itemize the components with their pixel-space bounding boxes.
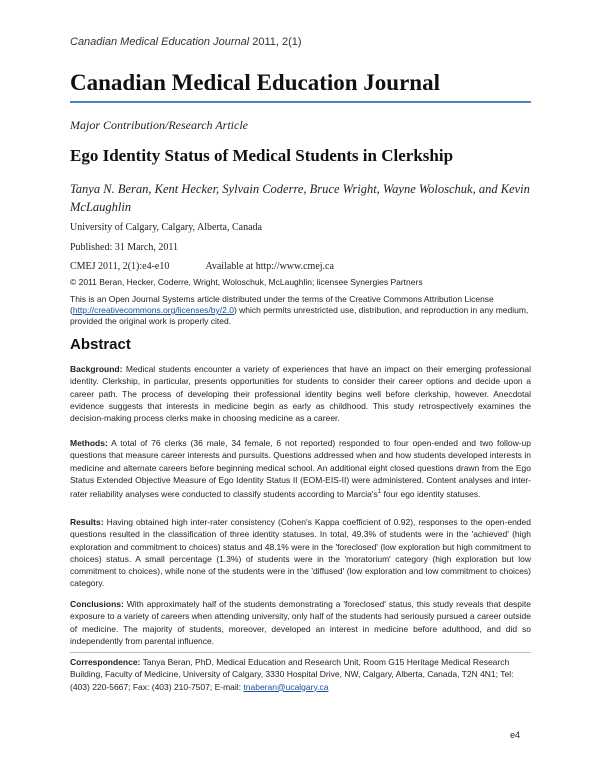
correspondence-text: Tanya Beran, PhD, Medical Education and Research Unit, Room G15 Heritage Medical Research Building, Faculty of Medicine, University of Calgary, 3330 Hospital Drive, NW, Calgary, Alberta, Canada, T2N 4N1; Tel: (403) 220-5667; Fax: (403) 210-7507; E-mail: (70, 657, 514, 692)
abstract-methods (70, 437, 531, 500)
abstract-results (70, 516, 531, 590)
conclusions-text: With approximately half of the students demonstrating a 'foreclosed' status, this study reveals that despite exposure to a variety of careers when attending university, only half of the students had seriously pursued a career outside of medicine. The majority of students, moreover, developed an interest in medicine before adulthood, and did so independently from parental influence. (70, 599, 531, 646)
affiliation: University of Calgary, Calgary, Alberta, Canada (70, 222, 262, 233)
background-text: Medical students encounter a variety of experiences that have an impact on their emerging professional identity. Clerkship, in particular, presents opportunities for students to consider their career options and decide upon a career path. The process of developing their professional identity begins well before clerkship, however. Anecdotal evidence suggests that interests in medicine begin as early as childhood. This study retrospectively examines the decision-making process clerks make in choosing medicine as a career. (70, 364, 531, 424)
article-type: Major Contribution/Research Article (70, 118, 248, 132)
correspondence-divider (70, 652, 531, 653)
page-number: e4 (510, 730, 521, 740)
abstract-background (70, 363, 531, 424)
correspondence (70, 656, 531, 693)
conclusions-label: Conclusions: (70, 599, 124, 609)
journal-title: Canadian Medical Education Journal (70, 70, 440, 95)
running-head (70, 36, 302, 48)
license-notice (70, 294, 540, 327)
citation-line (70, 261, 334, 272)
methods-label: Methods: (70, 438, 108, 448)
background-label: Background: (70, 364, 123, 374)
license-text-after: ) which permits unrestricted use, distribution, and reproduction in any medium, provided the original work is properly cited. (70, 305, 529, 326)
article-title: Ego Identity Status of Medical Students in Clerkship (70, 146, 454, 165)
methods-text: A total of 76 clerks (36 male, 34 female, 6 not reported) responded to four open-ended and two follow-up questions that measure career interests and pursuits. Questions addressed when and how students developed interests in medicine and alternate careers before beginning medical school. An additional eight closed questions drawn from the Ego Status Extended Objective Measure of Ego Identity Status II (EOM-EIS-II) were administered. Content analyses and inter-rater reliability analyses were conducted to classify students according to Marcia's (70, 438, 531, 500)
correspondence-email-link[interactable]: tnaberan@ucalgary.ca (243, 681, 329, 692)
running-head-volume: 2011, 2(1) (252, 36, 302, 48)
running-head-journal: Canadian Medical Education Journal (70, 36, 250, 48)
correspondence-label: Correspondence: (70, 657, 141, 667)
methods-footnote: 1 (377, 489, 382, 496)
results-text: Having obtained high inter-rater consistency (Cohen's Kappa coefficient of 0.92), responses to the open-ended questions resulted in the classification of three identity statuses. In total, 49.3% of students were in the 'achieved' (high exploration and commitment to choices) status and 48.1% were in the 'foreclosed' (low exploration but high commitment to choices) status. A small percentage (1.3%) of students were in the 'moratorium' category (high exploration but low commitment to choices), while none of the students were in the 'diffused' (low exploration and low commitment to choices) category. (70, 517, 531, 589)
methods-tail: four ego identity statuses. (381, 489, 481, 500)
abstract-conclusions (70, 598, 531, 647)
author-list: Tanya N. Beran, Kent Hecker, Sylvain Coderre, Bruce Wright, Wayne Woloschuk, and Kevin McLaughlin (70, 182, 530, 214)
citation: CMEJ 2011, 2(1):e4-e10 (70, 261, 170, 272)
license-text-before: This is an Open Journal Systems article distributed under the terms of the Creative Commons Attribution License ( (70, 294, 494, 315)
results-label: Results: (70, 517, 104, 527)
title-rule (70, 101, 531, 103)
available-at: Available at http://www.cmej.ca (205, 261, 334, 272)
published-date: Published: 31 March, 2011 (70, 242, 178, 253)
copyright-notice: © 2011 Beran, Hecker, Coderre, Wright, Woloschuk, McLaughlin; licensee Synergies Partners (70, 277, 423, 287)
abstract-heading: Abstract (70, 336, 131, 353)
license-link[interactable]: http://creativecommons.org/licenses/by/2.0 (72, 305, 234, 315)
